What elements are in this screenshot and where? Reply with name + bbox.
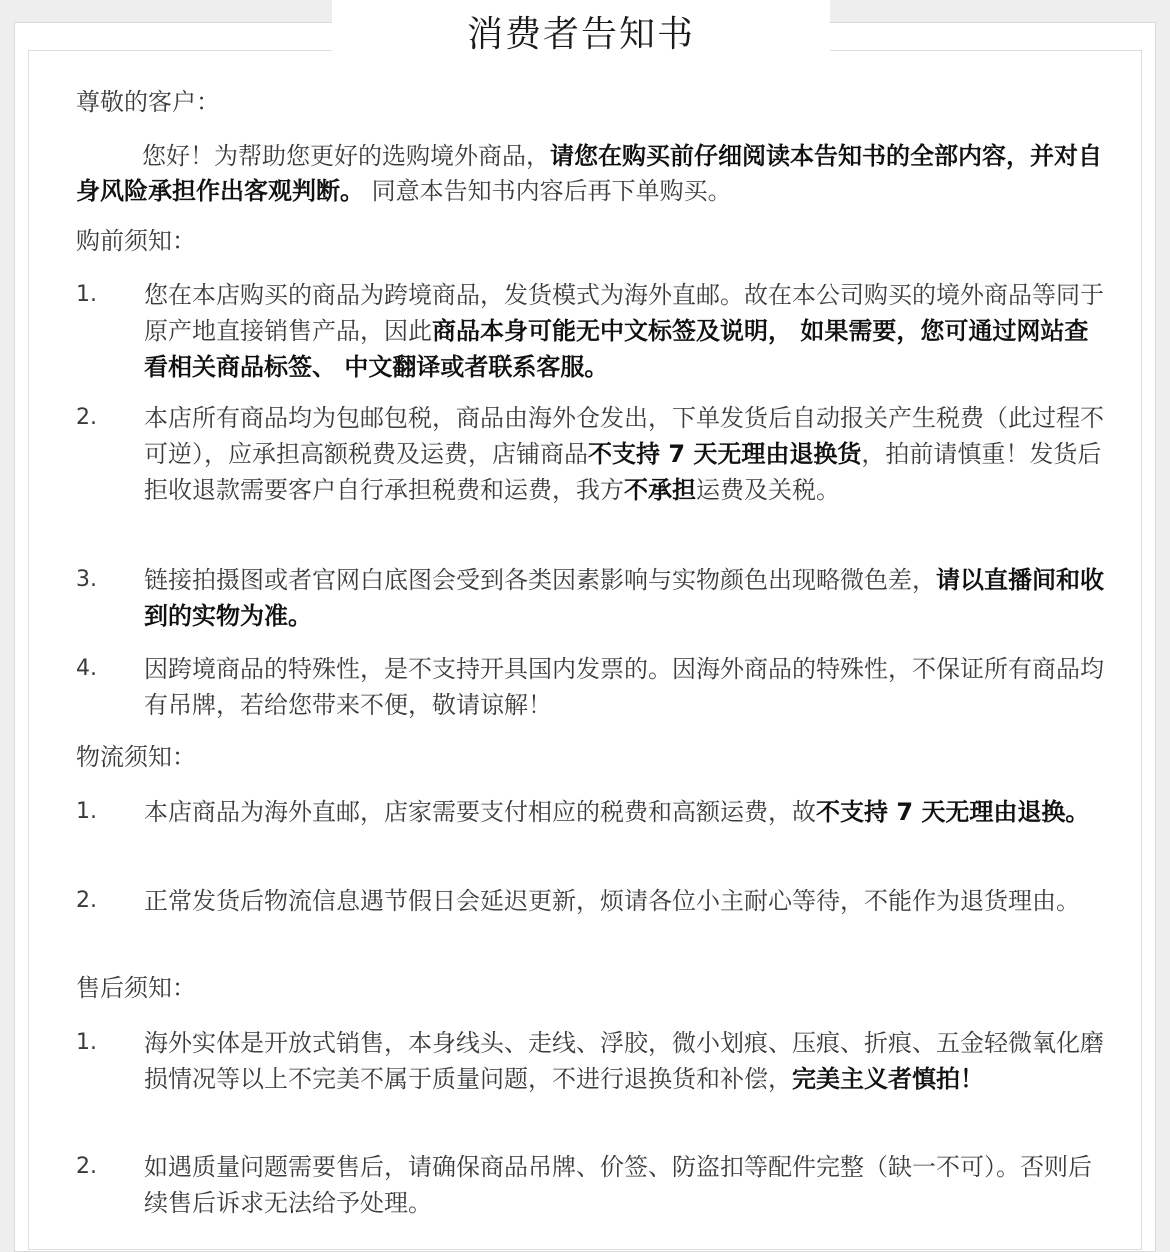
list-item [144, 277, 1108, 385]
page-title: 消费者告知书 [466, 14, 695, 55]
section-heading-logistics: 物流须知： [76, 743, 196, 771]
list-item [144, 651, 1108, 723]
intro-bold: 请您在购买前仔细阅读本告知书的全部内容，并对自身风险承担作出客观判断。 [76, 142, 1102, 205]
list-item [144, 794, 1108, 830]
intro-paragraph [76, 139, 1106, 209]
list-item [144, 883, 1108, 919]
intro-text: 您好！为帮助您更好的选购境外商品， [142, 142, 550, 170]
intro-tail: 同意本告知书内容后再下单购买。 [364, 177, 732, 205]
list-number: 1. [76, 1030, 97, 1055]
item-text: 本店商品为海外直邮，店家需要支付相应的税费和高额运费，故 [144, 798, 816, 826]
item-text: 正常发货后物流信息遇节假日会延迟更新，烦请各位小主耐心等待，不能作为退货理由。 [144, 887, 1080, 915]
list-item [144, 1025, 1108, 1097]
list-number: 1. [76, 282, 97, 307]
item-text: 海外实体是开放式销售，本身线头、走线、浮胶，微小划痕、压痕、折痕、五金轻微氧化磨损情况等以上不完美不属于质量问题，不进行退换货和补偿， [144, 1029, 1104, 1093]
item-bold: 不承担 [624, 476, 696, 504]
list-item [144, 400, 1108, 508]
section-heading-pre: 购前须知： [76, 227, 196, 255]
item-text: 本店所有商品均为包邮包税，商品由海外仓发出，下单发货后自动报关产生税费（此过程不可逆），应承担高额税费及运费，店铺商品 [144, 404, 1104, 468]
section-heading-after: 售后须知： [76, 974, 196, 1002]
greeting: 尊敬的客户： [76, 88, 220, 116]
item-bold: 不支持 7 天无理由退换。 [816, 798, 1090, 826]
item-text: ，拍前请慎重！发货后拒收退款需要客户自行承担税费和运费，我方 [144, 440, 1102, 504]
list-number: 1. [76, 799, 97, 824]
list-number: 4. [76, 656, 97, 681]
list-item [144, 1149, 1108, 1221]
item-text: 运费及关税。 [696, 476, 840, 504]
item-text: 链接拍摄图或者官网白底图会受到各类因素影响与实物颜色出现略微色差， [144, 566, 936, 594]
item-bold: 商品本身可能无中文标签及说明， 如果需要，您可通过网站查看相关商品标签、 中文翻译或者联系客服。 [144, 317, 1089, 381]
item-bold: 不支持 7 天无理由退换货 [588, 440, 862, 468]
item-text: 如遇质量问题需要售后，请确保商品吊牌、价签、防盗扣等配件完整（缺一不可）。否则后续售后诉求无法给予处理。 [144, 1153, 1092, 1217]
item-bold: 完美主义者慎拍！ [792, 1065, 984, 1093]
list-number: 3. [76, 567, 97, 592]
item-text: 因跨境商品的特殊性，是不支持开具国内发票的。因海外商品的特殊性，不保证所有商品均有吊牌，若给您带来不便，敬请谅解！ [144, 655, 1104, 719]
list-number: 2. [76, 888, 97, 913]
list-number: 2. [76, 405, 97, 430]
list-item [144, 562, 1108, 634]
item-text: 您在本店购买的商品为跨境商品，发货模式为海外直邮。故在本公司购买的境外商品等同于原产地直接销售产品，因此 [144, 281, 1104, 345]
item-bold: 请以直播间和收到的实物为准。 [144, 566, 1104, 630]
list-number: 2. [76, 1154, 97, 1179]
